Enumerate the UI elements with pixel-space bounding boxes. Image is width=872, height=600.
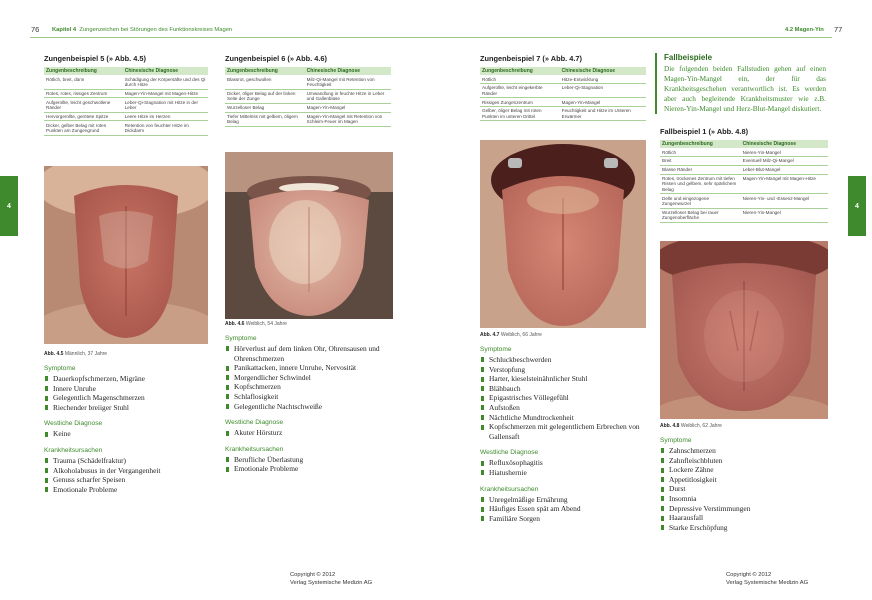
col-header-desc: Zungenbeschreibung bbox=[660, 140, 741, 148]
tongue-photo-4-6 bbox=[225, 152, 393, 319]
diagnosis-table bbox=[660, 140, 828, 223]
list-item: Berufliche Überlastung bbox=[225, 455, 401, 465]
copyright-line: Verlag Systemische Medizin AG bbox=[726, 579, 809, 586]
list-item: Aufstoßen bbox=[480, 403, 650, 413]
example-7 bbox=[480, 54, 646, 121]
copyright-line: Copyright © 2012 bbox=[290, 572, 336, 578]
list-item: Kopfschmerzen mit gelegentlichem Erbrechen von Gallensaft bbox=[480, 422, 650, 441]
list-item: Unregelmäßige Ernährung bbox=[480, 495, 650, 505]
list-item: Emotionale Probleme bbox=[44, 485, 208, 495]
table-cell: Rissiges Zungenzentrum bbox=[480, 98, 560, 107]
chapter-label: Kapitel 4 bbox=[52, 27, 77, 33]
diagnosis-table bbox=[44, 67, 208, 136]
list-item: Riechender breiiger Stuhl bbox=[44, 403, 208, 413]
figure-number: Abb. 4.5 bbox=[44, 351, 64, 357]
table-row bbox=[480, 107, 646, 121]
table-row bbox=[660, 165, 828, 174]
list-item: Akuter Hörsturz bbox=[225, 428, 401, 438]
example-7-details bbox=[480, 328, 650, 523]
table-cell: Rötlich bbox=[480, 75, 560, 83]
section-heading: Westliche Diagnose bbox=[225, 419, 284, 427]
table-cell: Rotes, rotes, rissiges Zentrum bbox=[44, 89, 123, 98]
header-rule bbox=[30, 37, 436, 38]
table-cell: Rötlich, breit, dünn bbox=[44, 75, 123, 89]
cause-list bbox=[480, 495, 650, 524]
table-cell: Magen-Yin-Mangel bbox=[305, 103, 391, 112]
symptom-list bbox=[480, 355, 650, 441]
table-cell: Blasse Ränder bbox=[660, 165, 741, 174]
figure-caption bbox=[480, 332, 650, 338]
figure-number: Abb. 4.8 bbox=[660, 423, 680, 429]
tongue-photo-4-7 bbox=[480, 140, 646, 328]
table-cell: Gelber, öliger Belag mit roten Punkten im unteren Drittel bbox=[480, 107, 560, 121]
tongue-photo-4-5 bbox=[44, 166, 208, 344]
table-row bbox=[480, 98, 646, 107]
list-item: Refluxösophagitis bbox=[480, 458, 650, 468]
list-item: Verstopfung bbox=[480, 365, 650, 375]
list-item: Schluckbeschwerden bbox=[480, 355, 650, 365]
section-heading: Symptome bbox=[225, 335, 257, 342]
figure-number: Abb. 4.7 bbox=[480, 332, 500, 338]
table-cell: Nieren-Yin-Mangel bbox=[741, 148, 828, 156]
list-item: Panikattacken, innere Unruhe, Nervosität bbox=[225, 363, 401, 373]
table-row bbox=[225, 112, 391, 126]
cause-list bbox=[225, 455, 401, 474]
col-header-desc: Zungenbeschreibung bbox=[480, 67, 560, 75]
figure-number: Abb. 4.6 bbox=[225, 321, 245, 327]
list-item: Dauerkopfschmerzen, Migräne bbox=[44, 374, 208, 384]
figure-caption bbox=[660, 423, 828, 429]
copyright bbox=[290, 572, 372, 587]
table-row bbox=[660, 174, 828, 194]
list-item: Hörverlust auf dem linken Ohr, Ohrensausen und Ohrenschmerzen bbox=[225, 344, 401, 363]
example-5-details bbox=[44, 347, 208, 494]
list-item: Schlaflosigkeit bbox=[225, 392, 401, 402]
list-item: Gelegentlich Magenschmerzen bbox=[44, 393, 208, 403]
section-heading: Krankheitsursachen bbox=[225, 445, 284, 453]
table-cell: Blassrot, geschwollen bbox=[225, 75, 305, 89]
section-heading: Symptome bbox=[660, 437, 692, 444]
list-item: Lockere Zähne bbox=[660, 465, 828, 475]
list-item: Epigastrisches Völlegefühl bbox=[480, 393, 650, 403]
table-cell: Leere Hitze im Herzen bbox=[123, 112, 208, 121]
list-item: Starke Erschöpfung bbox=[660, 523, 828, 533]
table-cell: Wurzelloser Belag bei rauer Zungenoberfläche bbox=[660, 208, 741, 222]
list-item: Zahnfleischbluten bbox=[660, 456, 828, 466]
copyright-line: Copyright © 2012 bbox=[726, 572, 772, 578]
example-5 bbox=[44, 54, 208, 136]
section-heading: Symptome bbox=[44, 365, 76, 372]
list-item: Trauma (Schädelfraktur) bbox=[44, 456, 208, 466]
table-row bbox=[660, 157, 828, 166]
table-cell: Tiefer Mittelriss mit gelbem, öligem Belag bbox=[225, 112, 305, 126]
section-heading: Westliche Diagnose bbox=[480, 449, 539, 457]
list-item: Zahnschmerzen bbox=[660, 446, 828, 456]
list-item: Kopfschmerzen bbox=[225, 382, 401, 392]
table-cell: Magen-Yin-Mangel mit Retention von Schleim-Feuer im Magen bbox=[305, 112, 391, 126]
example-6-details bbox=[225, 317, 401, 474]
cause-list bbox=[44, 456, 208, 494]
fallbeispiele-box bbox=[655, 53, 826, 114]
table-cell: Breit bbox=[660, 157, 741, 166]
table-cell: Leber-Qi-Stagnation mit Hitze in der Leber bbox=[123, 98, 208, 112]
example-8-details bbox=[660, 419, 828, 532]
tongue-photo-4-8 bbox=[660, 241, 828, 419]
list-item: Nächtliche Mundtrockenheit bbox=[480, 413, 650, 423]
diagnosis-table bbox=[225, 67, 391, 127]
chapter-tab: 4 bbox=[848, 176, 866, 236]
list-item: Genuss scharfer Speisen bbox=[44, 475, 208, 485]
table-cell: Rötlich bbox=[660, 148, 741, 156]
table-row bbox=[480, 75, 646, 83]
section-heading: Westliche Diagnose bbox=[44, 420, 103, 428]
col-header-diag: Chinesische Diagnose bbox=[741, 140, 828, 148]
example-8 bbox=[660, 127, 828, 223]
table-row bbox=[44, 121, 208, 135]
table-cell: Magen-Yin-Mangel bbox=[560, 98, 646, 107]
list-item: Blähbauch bbox=[480, 384, 650, 394]
table-cell: Magen-Yin-Mangel mit Magen-Hitze bbox=[123, 89, 208, 98]
list-item: Haarausfall bbox=[660, 513, 828, 523]
list-item: Durst bbox=[660, 484, 828, 494]
diagnosis-list bbox=[225, 428, 401, 438]
table-cell: Milz-Qi-Mangel mit Retention von Feuchtigkeit bbox=[305, 75, 391, 89]
list-item: Appetitlosigkeit bbox=[660, 475, 828, 485]
symptom-list bbox=[225, 344, 401, 411]
table-cell: Wurzelloser Belag bbox=[225, 103, 305, 112]
example-title: Zungenbeispiel 5 (» Abb. 4.5) bbox=[44, 54, 146, 63]
table-cell: Hitze-Entwicklung bbox=[560, 75, 646, 83]
list-item: Harter, kieselsteinähnlicher Stuhl bbox=[480, 374, 650, 384]
list-item: Keine bbox=[44, 429, 208, 439]
table-row bbox=[660, 148, 828, 156]
table-row bbox=[44, 112, 208, 121]
list-item: Gelegentliche Nachtschweiße bbox=[225, 402, 401, 412]
col-header-desc: Zungenbeschreibung bbox=[225, 67, 305, 75]
table-row bbox=[660, 194, 828, 208]
list-item: Häufiges Essen spät am Abend bbox=[480, 504, 650, 514]
list-item: Familiäre Sorgen bbox=[480, 514, 650, 524]
col-header-desc: Zungenbeschreibung bbox=[44, 67, 123, 75]
table-cell: Umwandlung in feuchte Hitze in Leber und Gallenblase bbox=[305, 89, 391, 103]
table-cell: Dicker, gelber Belag mit roten Punkten am Zungengrund bbox=[44, 121, 123, 135]
list-item: Innere Unruhe bbox=[44, 384, 208, 394]
col-header-diag: Chinesische Diagnose bbox=[123, 67, 208, 75]
copyright-line: Verlag Systemische Medizin AG bbox=[290, 579, 373, 586]
list-item: Alkoholabusus in der Vergangenheit bbox=[44, 466, 208, 476]
list-item: Insomnia bbox=[660, 494, 828, 504]
section-heading: Symptome bbox=[480, 346, 512, 353]
table-cell: Aufgerollte, leicht geschwollene Ränder bbox=[44, 98, 123, 112]
page-number: 76 bbox=[31, 25, 40, 34]
example-title: Zungenbeispiel 7 (» Abb. 4.7) bbox=[480, 54, 582, 63]
running-header bbox=[785, 27, 824, 33]
table-cell: Aufgerollte, leicht eingekerbte Ränder bbox=[480, 84, 560, 98]
figure-text: Weiblich, 62 Jahre bbox=[680, 423, 722, 429]
table-row bbox=[44, 89, 208, 98]
list-item: Hiatushernie bbox=[480, 468, 650, 478]
diagnosis-table bbox=[480, 67, 646, 121]
page-number: 77 bbox=[834, 25, 843, 34]
example-title: Zungenbeispiel 6 (» Abb. 4.6) bbox=[225, 54, 327, 63]
figure-caption bbox=[44, 351, 208, 357]
table-cell: Nieren-Yin- und -Essenz-Mangel bbox=[741, 194, 828, 208]
chapter-title: Zungenzeichen bei Störungen des Funktionskreises Magen bbox=[79, 27, 233, 33]
table-row bbox=[44, 75, 208, 89]
table-cell: Nieren-Yin-Mangel bbox=[741, 208, 828, 222]
running-header bbox=[52, 27, 232, 33]
table-cell: Eventuell Milz-Qi-Mangel bbox=[741, 157, 828, 166]
table-cell: Dicker, öliger Belag auf der linken Seite der Zunge bbox=[225, 89, 305, 103]
diagnosis-list bbox=[44, 429, 208, 439]
table-row bbox=[480, 84, 646, 98]
section-heading: Krankheitsursachen bbox=[480, 485, 539, 493]
table-cell: Schädigung der Körpersäfte und des Qi durch Hitze bbox=[123, 75, 208, 89]
header-rule bbox=[436, 37, 832, 38]
figure-text: Weiblich, 54 Jahre bbox=[245, 321, 287, 327]
table-cell: Hervorgerollte, gerötete Spitze bbox=[44, 112, 123, 121]
list-item: Emotionale Probleme bbox=[225, 464, 401, 474]
table-row bbox=[225, 75, 391, 89]
table-cell: Feuchtigkeit und Hitze im Unteren Erwärmer bbox=[560, 107, 646, 121]
table-row bbox=[660, 208, 828, 222]
section-title: 4.2 Magen-Yin bbox=[785, 27, 824, 33]
table-cell: Delle und eingezogene Zungenwurzel bbox=[660, 194, 741, 208]
table-cell: Leber-Qi-Stagnation bbox=[560, 84, 646, 98]
example-6 bbox=[225, 54, 391, 127]
col-header-diag: Chinesische Diagnose bbox=[560, 67, 646, 75]
box-text: Die folgenden beiden Fallstudien gehen auf einen Magen-Yin-Mangel ein, der für das Krankheitsgeschehen verantwortlich ist. Es werden aber auch begleitende Krankheitsmuster wie z.B. Nieren-Yin-Mangel und Herz-Blut-Mangel diskutiert. bbox=[664, 64, 826, 113]
table-cell: Leber-Blut-Mangel bbox=[741, 165, 828, 174]
list-item: Morgendlicher Schwindel bbox=[225, 373, 401, 383]
example-title: Fallbeispiel 1 (» Abb. 4.8) bbox=[660, 127, 749, 136]
copyright bbox=[726, 572, 808, 587]
col-header-diag: Chinesische Diagnose bbox=[305, 67, 391, 75]
table-cell: Retention von feuchter Hitze im Dickdarm bbox=[123, 121, 208, 135]
figure-caption bbox=[225, 321, 401, 327]
table-row bbox=[44, 98, 208, 112]
list-item: Depressive Verstimmungen bbox=[660, 504, 828, 514]
table-cell: Rotes, trockenes Zentrum mit tiefen Rissen und gelbem, sehr spärlichem Belag bbox=[660, 174, 741, 194]
diagnosis-list bbox=[480, 458, 650, 477]
figure-text: Männlich, 37 Jahre bbox=[64, 351, 108, 357]
chapter-tab: 4 bbox=[0, 176, 18, 236]
symptom-list bbox=[660, 446, 828, 532]
table-row bbox=[225, 103, 391, 112]
figure-text: Weiblich, 66 Jahre bbox=[500, 332, 542, 338]
right-page bbox=[436, 0, 872, 600]
symptom-list bbox=[44, 374, 208, 412]
table-row bbox=[225, 89, 391, 103]
section-heading: Krankheitsursachen bbox=[44, 446, 103, 454]
box-heading: Fallbeispiele bbox=[664, 53, 713, 62]
table-cell: Magen-Yin-Mangel mit Magen-Hitze bbox=[741, 174, 828, 194]
